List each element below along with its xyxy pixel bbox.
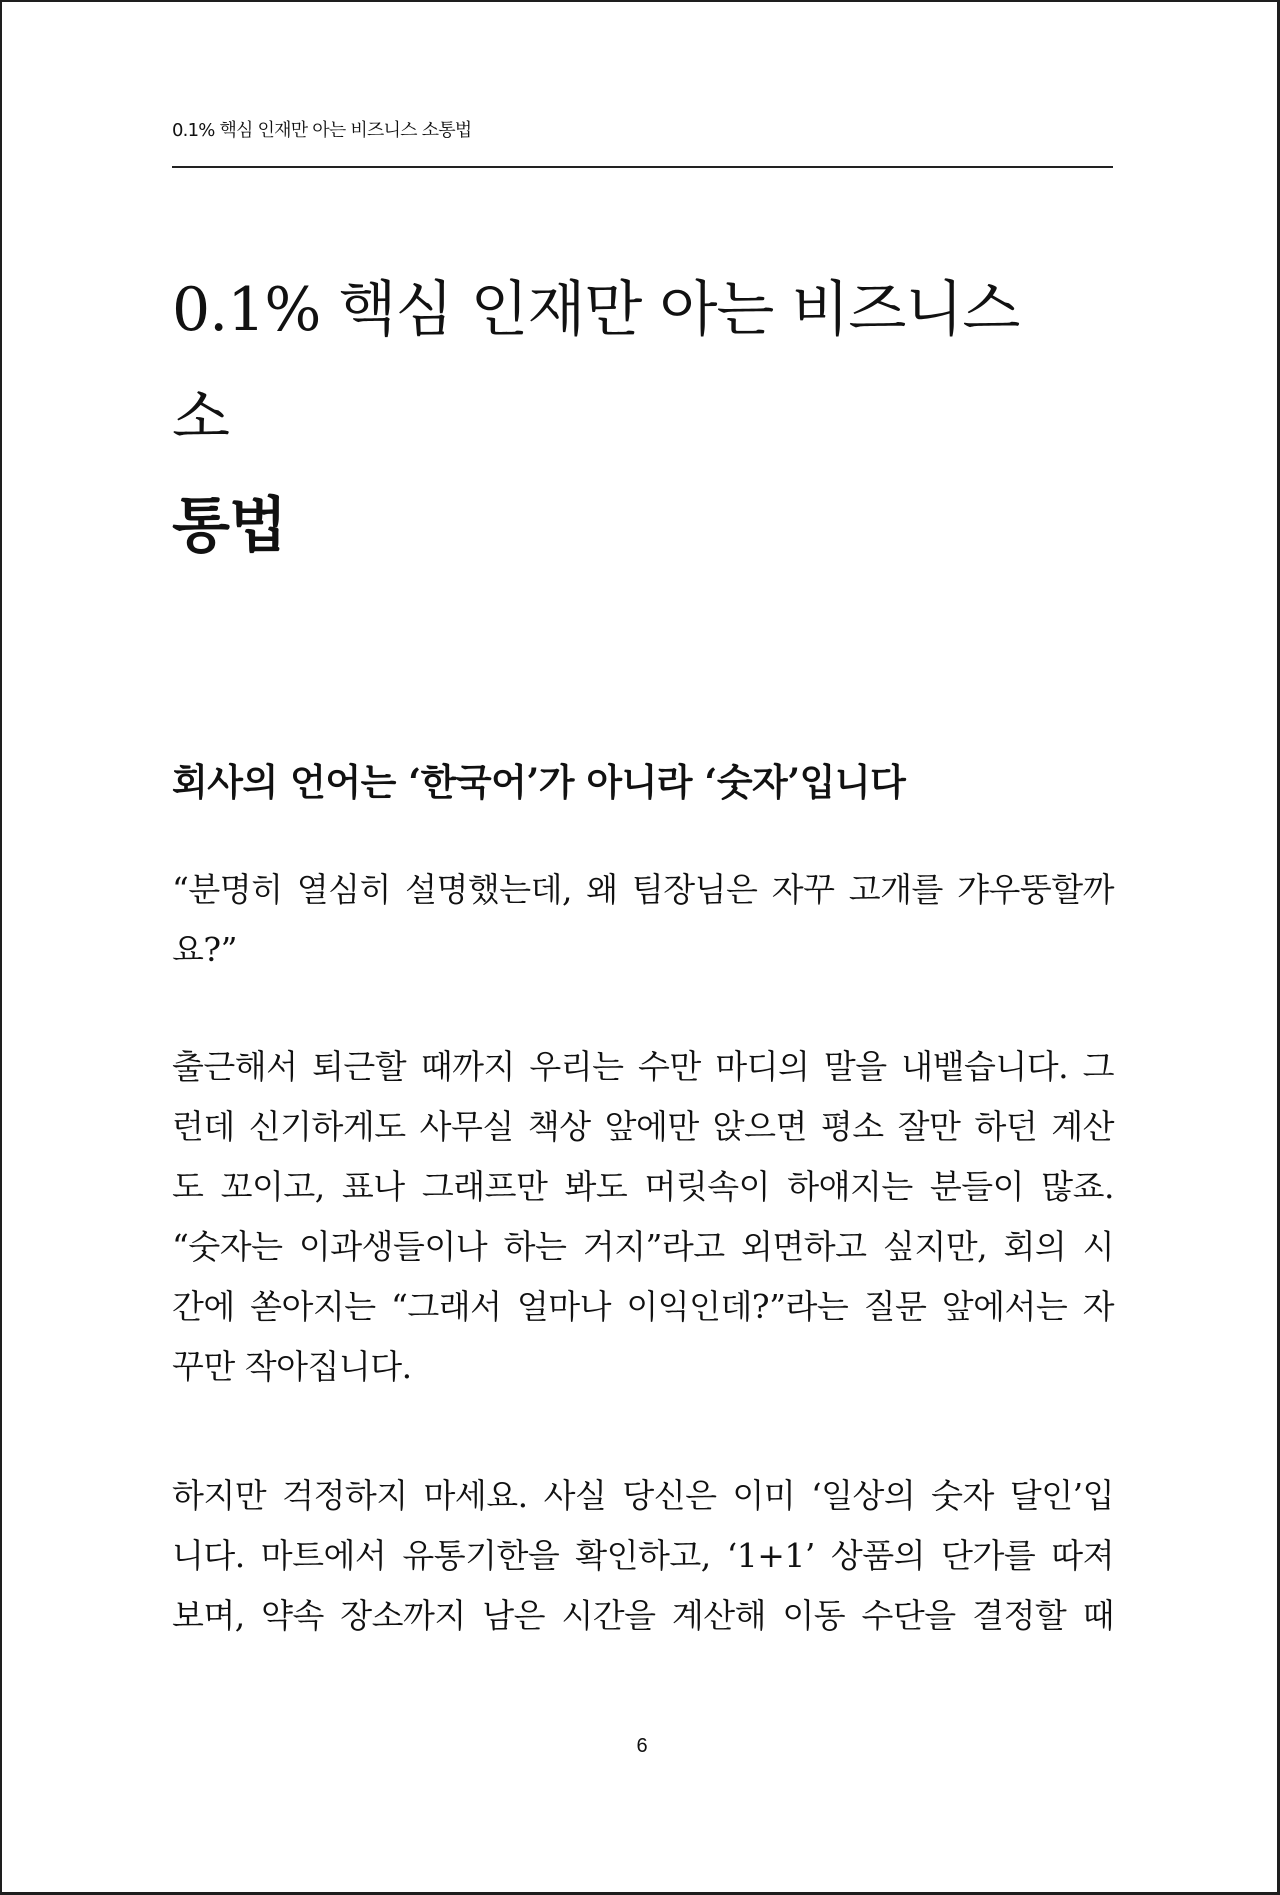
text-line: 보며, 약속 장소까지 남은 시간을 계산해 이동 수단을 결정할 때 — [172, 1596, 1114, 1635]
paragraph-body — [172, 1037, 1114, 1397]
chapter-title-line-2: 통법 — [172, 491, 286, 561]
text-line: 니다. 마트에서 유통기한을 확인하고, ‘1+1’ 상품의 단가를 따져 — [172, 1536, 1114, 1575]
text-line: 도 꼬이고, 표나 그래프만 봐도 머릿속이 하얘지는 분들이 많죠. — [172, 1167, 1114, 1206]
chapter-title — [172, 256, 1072, 580]
running-header: 0.1% 핵심 인재만 아는 비즈니스 소통법 — [172, 120, 472, 141]
text-line: “분명히 열심히 설명했는데, 왜 팀장님은 자꾸 고개를 갸우뚱할까 — [172, 870, 1114, 909]
text-line: 꾸만 작아집니다. — [172, 1347, 412, 1386]
text-line: 하지만 걱정하지 마세요. 사실 당신은 이미 ‘일상의 숫자 달인’입 — [172, 1476, 1114, 1515]
paragraph-body — [172, 1466, 1114, 1646]
text-line: “숫자는 이과생들이나 하는 거지”라고 외면하고 싶지만, 회의 시 — [172, 1227, 1114, 1266]
header-divider — [172, 166, 1113, 168]
paragraph-quote — [172, 860, 1114, 980]
section-heading: 회사의 언어는 ‘한국어’가 아니라 ‘숫자’입니다 — [172, 760, 906, 804]
text-line: 런데 신기하게도 사무실 책상 앞에만 앉으면 평소 잘만 하던 계산 — [172, 1107, 1114, 1146]
text-line: 요?” — [172, 930, 237, 969]
text-line: 간에 쏟아지는 “그래서 얼마나 이익인데?”라는 질문 앞에서는 자 — [172, 1287, 1114, 1326]
text-line: 출근해서 퇴근할 때까지 우리는 수만 마디의 말을 내뱉습니다. 그 — [172, 1047, 1114, 1086]
page-number: 6 — [636, 1735, 648, 1757]
chapter-title-line-1: 0.1% 핵심 인재만 아는 비즈니스 소 — [172, 275, 1020, 453]
